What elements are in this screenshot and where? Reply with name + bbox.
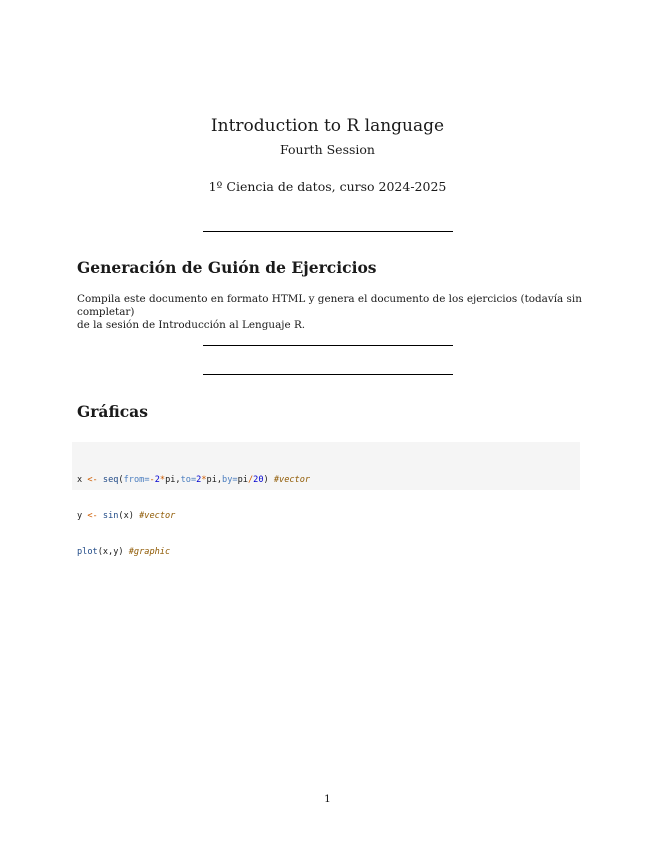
document-title: Introduction to R language xyxy=(210,116,445,136)
code-comment: #graphic xyxy=(128,547,171,557)
code-token: 2 xyxy=(154,475,160,485)
code-token: <- xyxy=(82,475,103,485)
code-line-3 xyxy=(77,546,575,558)
horizontal-rule xyxy=(203,345,453,346)
code-token: (x,y) xyxy=(97,547,129,557)
code-token: 20 xyxy=(253,475,264,485)
code-token: ( xyxy=(118,475,124,485)
code-token: (x) xyxy=(118,511,140,521)
code-token: pi, xyxy=(206,475,223,485)
code-token: seq xyxy=(102,475,119,485)
code-comment: #vector xyxy=(273,475,311,485)
code-token: * xyxy=(201,475,207,485)
code-token: = xyxy=(144,475,150,485)
code-token: pi xyxy=(237,475,248,485)
code-token: plot xyxy=(77,547,98,557)
code-token: ) xyxy=(263,475,274,485)
code-token: y xyxy=(77,511,83,521)
code-token: sin xyxy=(102,511,119,521)
code-line-2 xyxy=(77,510,575,522)
code-token: * xyxy=(159,475,166,485)
code-token: to xyxy=(180,475,191,485)
section-heading-generacion: Generación de Guión de Ejercicios xyxy=(77,258,377,277)
code-token: pi, xyxy=(165,475,181,485)
paragraph-line: de la sesión de Introducción al Lenguaje R. xyxy=(77,319,306,331)
code-token: from xyxy=(123,475,145,485)
code-token: = xyxy=(190,475,197,485)
document-date: 1º Ciencia de datos, curso 2024-2025 xyxy=(208,179,447,194)
code-token: <- xyxy=(82,511,103,521)
section-heading-graficas: Gráficas xyxy=(77,402,148,421)
code-block xyxy=(72,442,580,557)
code-comment: #vector xyxy=(139,511,176,521)
horizontal-rule xyxy=(203,374,453,375)
code-token: - xyxy=(149,475,155,485)
code-token: by xyxy=(222,475,233,485)
code-token: 2 xyxy=(196,475,202,485)
code-line-1 xyxy=(77,474,575,486)
page-number: 1 xyxy=(324,793,331,805)
paragraph-line: Compila este documento en formato HTML y genera el documento de los ejercicios (todavía sin completar) xyxy=(77,293,582,318)
code-token: / xyxy=(247,475,254,485)
section-paragraph xyxy=(77,293,582,332)
document-subtitle: Fourth Session xyxy=(280,142,375,157)
code-token: x xyxy=(77,475,83,485)
horizontal-rule xyxy=(203,231,453,232)
code-token: = xyxy=(232,475,238,485)
